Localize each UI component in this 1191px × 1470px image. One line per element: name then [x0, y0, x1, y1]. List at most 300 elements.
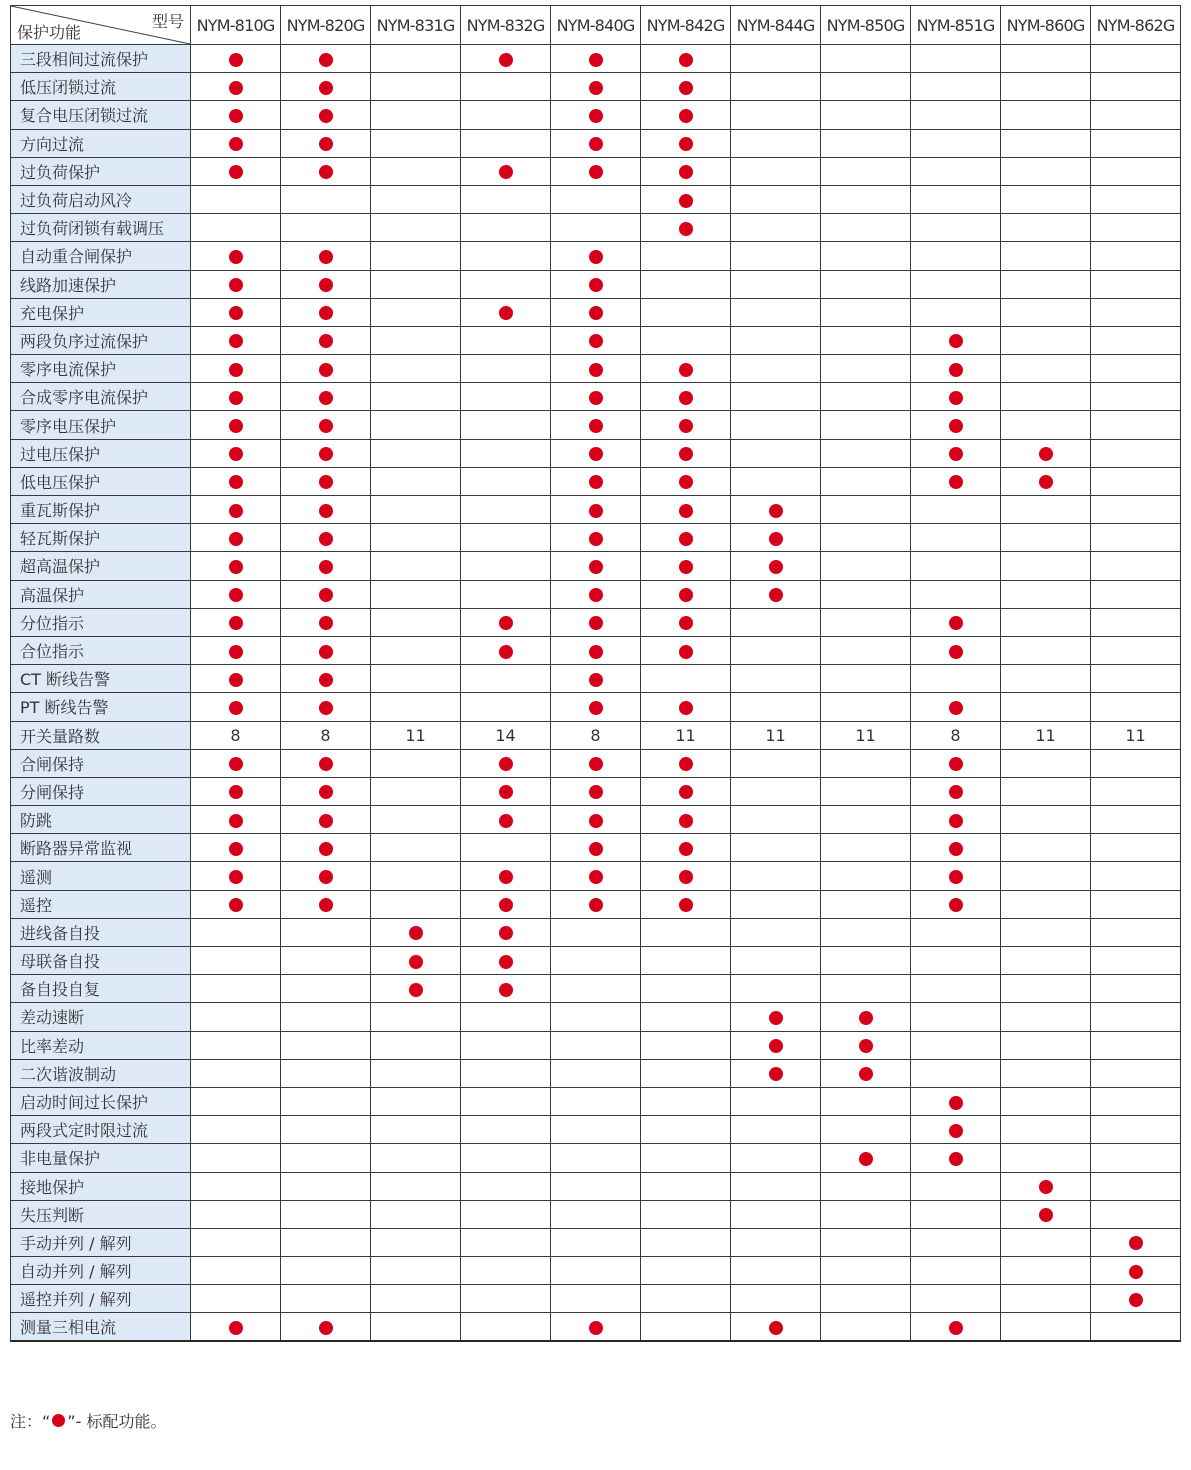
feature-cell: [1001, 439, 1091, 467]
empty-cell: [821, 918, 911, 946]
empty-cell: [641, 1144, 731, 1172]
empty-cell: [731, 975, 821, 1003]
empty-cell: [1091, 608, 1181, 636]
standard-feature-dot-icon: [229, 560, 243, 574]
empty-cell: [1091, 1059, 1181, 1087]
function-label-cell: CT 断线告警: [11, 665, 191, 693]
model-header-cell: NYM-820G: [281, 6, 371, 45]
standard-feature-dot-icon: [499, 955, 513, 969]
feature-cell: [911, 326, 1001, 354]
standard-feature-dot-icon: [589, 1321, 603, 1335]
feature-cell: [641, 777, 731, 805]
standard-feature-dot-icon: [319, 391, 333, 405]
feature-cell: [281, 524, 371, 552]
feature-cell: [191, 777, 281, 805]
table-row: [11, 890, 1181, 918]
model-header-cell: NYM-862G: [1091, 6, 1181, 45]
function-label-cell: 遥控并列 / 解列: [11, 1285, 191, 1313]
standard-feature-dot-icon: [949, 814, 963, 828]
standard-feature-dot-icon: [229, 504, 243, 518]
feature-cell: [281, 636, 371, 664]
function-label-cell: 二次谐波制动: [11, 1059, 191, 1087]
empty-cell: [551, 1087, 641, 1115]
standard-feature-dot-icon: [1129, 1293, 1143, 1307]
standard-feature-dot-icon: [319, 616, 333, 630]
empty-cell: [191, 1087, 281, 1115]
feature-cell: [371, 947, 461, 975]
empty-cell: [731, 355, 821, 383]
feature-cell: [551, 383, 641, 411]
empty-cell: [1001, 1087, 1091, 1115]
feature-cell: [461, 608, 551, 636]
standard-feature-dot-icon: [409, 955, 423, 969]
feature-cell: [641, 73, 731, 101]
standard-feature-dot-icon: [319, 165, 333, 179]
empty-cell: [371, 890, 461, 918]
empty-cell: [731, 890, 821, 918]
empty-cell: [461, 1285, 551, 1313]
empty-cell: [731, 777, 821, 805]
empty-cell: [371, 1172, 461, 1200]
empty-cell: [731, 636, 821, 664]
value-cell: 8: [191, 721, 281, 749]
empty-cell: [551, 918, 641, 946]
empty-cell: [281, 1059, 371, 1087]
model-header-cell: NYM-840G: [551, 6, 641, 45]
empty-cell: [461, 665, 551, 693]
empty-cell: [1001, 1228, 1091, 1256]
empty-cell: [461, 1228, 551, 1256]
table-row: [11, 1031, 1181, 1059]
empty-cell: [371, 608, 461, 636]
value-cell: 11: [371, 721, 461, 749]
function-label-cell: 分闸保持: [11, 777, 191, 805]
standard-feature-dot-icon: [229, 419, 243, 433]
empty-cell: [641, 1087, 731, 1115]
standard-feature-dot-icon: [589, 306, 603, 320]
standard-feature-dot-icon: [589, 109, 603, 123]
feature-cell: [551, 636, 641, 664]
function-label-cell: 两段负序过流保护: [11, 326, 191, 354]
empty-cell: [911, 665, 1001, 693]
empty-cell: [461, 1059, 551, 1087]
function-label-cell: 手动并列 / 解列: [11, 1228, 191, 1256]
empty-cell: [1091, 45, 1181, 73]
feature-cell: [551, 355, 641, 383]
table-row: [11, 1172, 1181, 1200]
feature-cell: [551, 73, 641, 101]
empty-cell: [731, 242, 821, 270]
feature-cell: [281, 777, 371, 805]
empty-cell: [371, 552, 461, 580]
feature-cell: [1091, 1257, 1181, 1285]
value-cell: 11: [1001, 721, 1091, 749]
feature-cell: [191, 890, 281, 918]
empty-cell: [821, 355, 911, 383]
empty-cell: [371, 383, 461, 411]
empty-cell: [911, 1003, 1001, 1031]
feature-cell: [911, 749, 1001, 777]
feature-cell: [551, 665, 641, 693]
empty-cell: [1091, 101, 1181, 129]
empty-cell: [731, 185, 821, 213]
feature-cell: [641, 467, 731, 495]
empty-cell: [1091, 496, 1181, 524]
empty-cell: [281, 1144, 371, 1172]
empty-cell: [641, 1116, 731, 1144]
feature-cell: [731, 524, 821, 552]
empty-cell: [821, 383, 911, 411]
empty-cell: [371, 496, 461, 524]
function-label-cell: 零序电流保护: [11, 355, 191, 383]
standard-feature-dot-icon: [769, 1067, 783, 1081]
empty-cell: [1091, 834, 1181, 862]
empty-cell: [1091, 355, 1181, 383]
empty-cell: [461, 552, 551, 580]
empty-cell: [1091, 157, 1181, 185]
feature-cell: [551, 552, 641, 580]
empty-cell: [371, 580, 461, 608]
empty-cell: [551, 1257, 641, 1285]
empty-cell: [371, 806, 461, 834]
standard-feature-dot-icon: [229, 53, 243, 67]
empty-cell: [281, 975, 371, 1003]
function-label-cell: 零序电压保护: [11, 411, 191, 439]
feature-cell: [191, 693, 281, 721]
empty-cell: [731, 834, 821, 862]
standard-feature-dot-icon: [409, 983, 423, 997]
standard-feature-dot-icon: [949, 391, 963, 405]
function-label-cell: 防跳: [11, 806, 191, 834]
standard-feature-dot-icon: [499, 870, 513, 884]
function-label-cell: 母联备自投: [11, 947, 191, 975]
feature-cell: [911, 862, 1001, 890]
function-label-cell: 超高温保护: [11, 552, 191, 580]
empty-cell: [191, 975, 281, 1003]
table-row: [11, 383, 1181, 411]
empty-cell: [461, 326, 551, 354]
standard-feature-dot-icon: [229, 447, 243, 461]
standard-feature-dot-icon: [319, 870, 333, 884]
empty-cell: [461, 411, 551, 439]
table-row: [11, 439, 1181, 467]
corner-header-cell: [11, 6, 191, 45]
standard-feature-dot-icon: [589, 757, 603, 771]
standard-feature-dot-icon: [319, 814, 333, 828]
standard-feature-dot-icon: [319, 504, 333, 518]
model-header-cell: NYM-850G: [821, 6, 911, 45]
table-row: [11, 270, 1181, 298]
standard-feature-dot-icon: [589, 785, 603, 799]
table-row: [11, 1228, 1181, 1256]
feature-cell: [191, 129, 281, 157]
empty-cell: [1091, 1003, 1181, 1031]
empty-cell: [371, 1313, 461, 1341]
feature-cell: [551, 693, 641, 721]
standard-feature-dot-icon: [679, 363, 693, 377]
function-label-cell: 开关量路数: [11, 721, 191, 749]
table-row: [11, 467, 1181, 495]
empty-cell: [461, 1087, 551, 1115]
empty-cell: [641, 665, 731, 693]
empty-cell: [1001, 242, 1091, 270]
empty-cell: [821, 73, 911, 101]
standard-feature-dot-icon: [589, 53, 603, 67]
empty-cell: [371, 1087, 461, 1115]
standard-feature-dot-icon: [949, 870, 963, 884]
feature-cell: [371, 975, 461, 1003]
empty-cell: [1091, 749, 1181, 777]
empty-cell: [731, 467, 821, 495]
empty-cell: [1001, 1313, 1091, 1341]
empty-cell: [461, 185, 551, 213]
feature-cell: [191, 636, 281, 664]
empty-cell: [1091, 693, 1181, 721]
feature-cell: [551, 467, 641, 495]
function-label-cell: 方向过流: [11, 129, 191, 157]
empty-cell: [731, 1116, 821, 1144]
standard-feature-dot-icon: [319, 1321, 333, 1335]
standard-feature-dot-icon: [229, 645, 243, 659]
feature-cell: [281, 73, 371, 101]
empty-cell: [731, 298, 821, 326]
empty-cell: [731, 73, 821, 101]
empty-cell: [1091, 185, 1181, 213]
feature-cell: [191, 580, 281, 608]
empty-cell: [731, 608, 821, 636]
empty-cell: [1001, 355, 1091, 383]
empty-cell: [821, 834, 911, 862]
standard-feature-dot-icon: [229, 616, 243, 630]
empty-cell: [1091, 439, 1181, 467]
empty-cell: [731, 129, 821, 157]
table-row: [11, 45, 1181, 73]
standard-feature-dot-icon: [679, 701, 693, 715]
table-row: [11, 214, 1181, 242]
standard-feature-dot-icon: [229, 898, 243, 912]
function-label-cell: 过电压保护: [11, 439, 191, 467]
table-row: [11, 101, 1181, 129]
feature-cell: [1001, 1200, 1091, 1228]
standard-feature-dot-icon: [499, 898, 513, 912]
table-row: [11, 1116, 1181, 1144]
feature-cell: [911, 411, 1001, 439]
standard-feature-dot-icon: [949, 701, 963, 715]
empty-cell: [1091, 580, 1181, 608]
feature-cell: [281, 580, 371, 608]
empty-cell: [731, 411, 821, 439]
standard-feature-dot-icon: [319, 898, 333, 912]
standard-feature-dot-icon: [229, 785, 243, 799]
value-cell: 11: [641, 721, 731, 749]
empty-cell: [821, 214, 911, 242]
empty-cell: [281, 1172, 371, 1200]
function-label-cell: 备自投自复: [11, 975, 191, 1003]
standard-feature-dot-icon: [679, 194, 693, 208]
standard-feature-dot-icon: [679, 814, 693, 828]
empty-cell: [191, 1144, 281, 1172]
feature-cell: [641, 693, 731, 721]
standard-feature-dot-icon: [319, 306, 333, 320]
empty-cell: [371, 1144, 461, 1172]
standard-feature-dot-icon: [859, 1039, 873, 1053]
function-label-cell: 两段式定时限过流: [11, 1116, 191, 1144]
empty-cell: [371, 355, 461, 383]
empty-cell: [1091, 411, 1181, 439]
function-label-cell: PT 断线告警: [11, 693, 191, 721]
feature-cell: [551, 777, 641, 805]
function-label-cell: 轻瓦斯保护: [11, 524, 191, 552]
empty-cell: [731, 749, 821, 777]
feature-cell: [641, 552, 731, 580]
empty-cell: [281, 1285, 371, 1313]
empty-cell: [551, 185, 641, 213]
standard-feature-dot-icon: [589, 250, 603, 264]
feature-cell: [911, 1144, 1001, 1172]
empty-cell: [821, 298, 911, 326]
empty-cell: [1091, 777, 1181, 805]
feature-cell: [191, 524, 281, 552]
empty-cell: [911, 580, 1001, 608]
empty-cell: [371, 524, 461, 552]
feature-cell: [281, 326, 371, 354]
standard-feature-dot-icon: [949, 842, 963, 856]
standard-feature-dot-icon: [589, 419, 603, 433]
empty-cell: [1091, 1172, 1181, 1200]
empty-cell: [1091, 1313, 1181, 1341]
empty-cell: [1001, 383, 1091, 411]
feature-cell: [731, 1003, 821, 1031]
empty-cell: [371, 298, 461, 326]
empty-cell: [1091, 890, 1181, 918]
feature-cell: [641, 185, 731, 213]
feature-cell: [281, 467, 371, 495]
empty-cell: [1091, 326, 1181, 354]
model-axis-label: 型号: [151, 12, 184, 31]
empty-cell: [371, 411, 461, 439]
standard-feature-dot-icon: [229, 109, 243, 123]
feature-cell: [821, 1031, 911, 1059]
empty-cell: [461, 1116, 551, 1144]
function-label-cell: 遥测: [11, 862, 191, 890]
empty-cell: [911, 242, 1001, 270]
empty-cell: [551, 947, 641, 975]
empty-cell: [731, 862, 821, 890]
table-row: [11, 806, 1181, 834]
footnote-suffix: ”- 标配功能。: [67, 1412, 167, 1431]
feature-cell: [191, 157, 281, 185]
empty-cell: [641, 1031, 731, 1059]
empty-cell: [461, 467, 551, 495]
empty-cell: [641, 1003, 731, 1031]
empty-cell: [731, 383, 821, 411]
empty-cell: [911, 524, 1001, 552]
standard-feature-dot-icon: [589, 560, 603, 574]
feature-cell: [551, 439, 641, 467]
standard-feature-dot-icon: [769, 588, 783, 602]
standard-feature-dot-icon: [589, 504, 603, 518]
empty-cell: [821, 749, 911, 777]
feature-cell: [281, 298, 371, 326]
feature-cell: [191, 326, 281, 354]
feature-cell: [911, 1087, 1001, 1115]
empty-cell: [551, 1031, 641, 1059]
empty-cell: [371, 1228, 461, 1256]
empty-cell: [461, 101, 551, 129]
table-row: [11, 777, 1181, 805]
empty-cell: [191, 1228, 281, 1256]
empty-cell: [1091, 552, 1181, 580]
empty-cell: [1001, 214, 1091, 242]
empty-cell: [1001, 524, 1091, 552]
empty-cell: [641, 1059, 731, 1087]
empty-cell: [191, 1003, 281, 1031]
feature-cell: [461, 806, 551, 834]
empty-cell: [731, 326, 821, 354]
feature-cell: [641, 496, 731, 524]
function-label-cell: 过负荷保护: [11, 157, 191, 185]
standard-feature-dot-icon: [589, 278, 603, 292]
value-cell: 11: [1091, 721, 1181, 749]
standard-feature-dot-icon: [229, 250, 243, 264]
standard-feature-dot-icon: [859, 1011, 873, 1025]
feature-cell: [551, 157, 641, 185]
empty-cell: [911, 552, 1001, 580]
empty-cell: [1001, 975, 1091, 1003]
empty-cell: [461, 129, 551, 157]
standard-feature-dot-icon: [859, 1152, 873, 1166]
empty-cell: [731, 1285, 821, 1313]
empty-cell: [281, 214, 371, 242]
table-row: [11, 129, 1181, 157]
empty-cell: [731, 947, 821, 975]
empty-cell: [821, 1172, 911, 1200]
standard-feature-dot-icon: [769, 560, 783, 574]
standard-feature-dot-icon: [949, 447, 963, 461]
empty-cell: [1091, 298, 1181, 326]
footnote: [10, 1409, 166, 1432]
empty-cell: [461, 524, 551, 552]
empty-cell: [371, 1031, 461, 1059]
empty-cell: [1091, 918, 1181, 946]
empty-cell: [371, 749, 461, 777]
empty-cell: [371, 1003, 461, 1031]
function-label-cell: 断路器异常监视: [11, 834, 191, 862]
feature-cell: [191, 355, 281, 383]
empty-cell: [821, 777, 911, 805]
function-label-cell: 合位指示: [11, 636, 191, 664]
standard-feature-dot-icon: [319, 757, 333, 771]
function-label-cell: 自动并列 / 解列: [11, 1257, 191, 1285]
standard-feature-dot-icon: [229, 588, 243, 602]
feature-cell: [641, 890, 731, 918]
standard-feature-dot-icon: [679, 109, 693, 123]
feature-cell: [641, 383, 731, 411]
empty-cell: [911, 214, 1001, 242]
empty-cell: [731, 214, 821, 242]
function-label-cell: 低电压保护: [11, 467, 191, 495]
empty-cell: [461, 1313, 551, 1341]
feature-cell: [461, 636, 551, 664]
standard-feature-dot-icon: [319, 532, 333, 546]
standard-feature-dot-icon: [499, 645, 513, 659]
standard-feature-dot-icon: [229, 701, 243, 715]
empty-cell: [1091, 129, 1181, 157]
table-row: [11, 975, 1181, 1003]
model-header-cell: NYM-842G: [641, 6, 731, 45]
function-label-cell: 合闸保持: [11, 749, 191, 777]
empty-cell: [281, 918, 371, 946]
